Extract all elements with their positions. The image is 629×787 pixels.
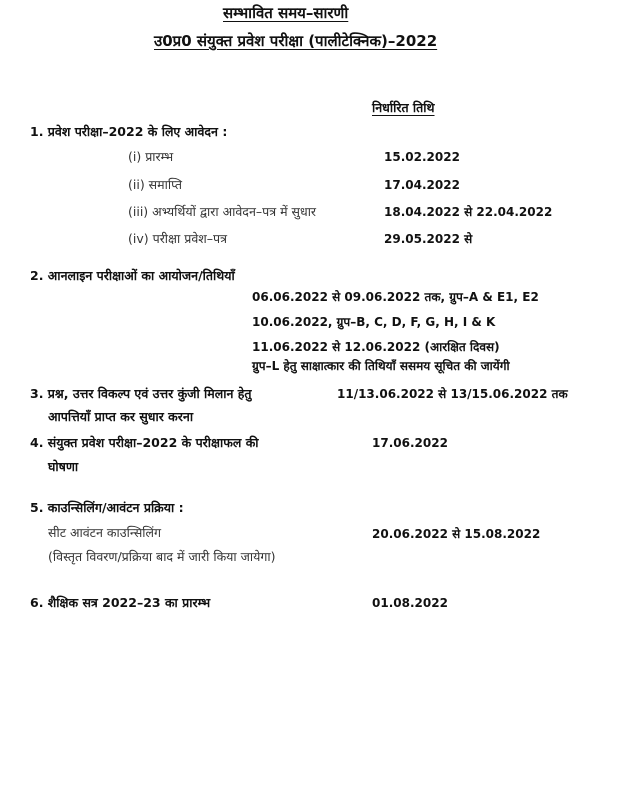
section-5-date: 20.06.2022 से 15.08.2022 — [372, 527, 541, 541]
section-1-item-date: 18.04.2022 से 22.04.2022 — [384, 205, 553, 219]
page-title: सम्भावित समय–सारणी — [223, 4, 349, 22]
section-2-heading: 2. आनलाइन परीक्षाओं का आयोजन/तिथियाँ — [30, 268, 235, 283]
section-1-item-label: (i) प्रारम्भ — [128, 149, 174, 164]
section-1-item-date: 17.04.2022 — [384, 178, 460, 192]
section-1-item-label: (iii) अभ्यर्थियों द्वारा आवेदन–पत्र में सुधार — [128, 204, 317, 219]
section-2-schedule-line: 11.06.2022 से 12.06.2022 (आरक्षित दिवस) — [252, 340, 500, 354]
section-5-subitem: सीट आवंटन काउन्सिलिंग — [48, 525, 162, 540]
section-6-date: 01.08.2022 — [372, 596, 448, 610]
section-5-note: (विस्तृत विवरण/प्रक्रिया बाद में जारी किया जायेगा) — [48, 549, 276, 564]
section-3-heading-cont: आपत्तियाँ प्राप्त कर सुधार करना — [48, 409, 194, 424]
section-4-heading-cont: घोषणा — [48, 459, 79, 474]
section-3-date: 11/13.06.2022 से 13/15.06.2022 तक — [337, 387, 568, 401]
page-subtitle: उ0प्र0 संयुक्त प्रवेश परीक्षा (पालीटेक्निक)–2022 — [154, 32, 438, 50]
section-4-heading: 4. संयुक्त प्रवेश परीक्षा–2022 के परीक्षाफल की — [30, 435, 259, 450]
section-1-item-label: (ii) समाप्ति — [128, 177, 183, 192]
section-1-heading: 1. प्रवेश परीक्षा–2022 के लिए आवेदन : — [30, 124, 228, 139]
section-2-schedule-line: 06.06.2022 से 09.06.2022 तक, ग्रुप–A & E1, E2 — [252, 290, 539, 304]
section-4-date: 17.06.2022 — [372, 436, 448, 450]
section-2-schedule-line: 10.06.2022, ग्रुप–B, C, D, F, G, H, I & K — [252, 315, 496, 329]
section-1-item-label: (iv) परीक्षा प्रवेश–पत्र — [128, 231, 228, 246]
section-5-heading: 5. काउन्सिलिंग/आवंटन प्रक्रिया : — [30, 500, 184, 515]
section-1-item-date: 15.02.2022 — [384, 150, 460, 164]
date-column-header: निर्धारित तिथि — [372, 100, 435, 115]
section-3-heading: 3. प्रश्न, उत्तर विकल्प एवं उत्तर कुंजी मिलान हेतु — [30, 386, 252, 401]
section-1-item-date: 29.05.2022 से — [384, 232, 473, 246]
section-6-heading: 6. शैक्षिक सत्र 2022–23 का प्रारम्भ — [30, 595, 211, 610]
section-2-schedule-line: ग्रुप–L हेतु साक्षात्कार की तिथियाँ ससमय सूचित की जायेंगी — [252, 359, 510, 373]
